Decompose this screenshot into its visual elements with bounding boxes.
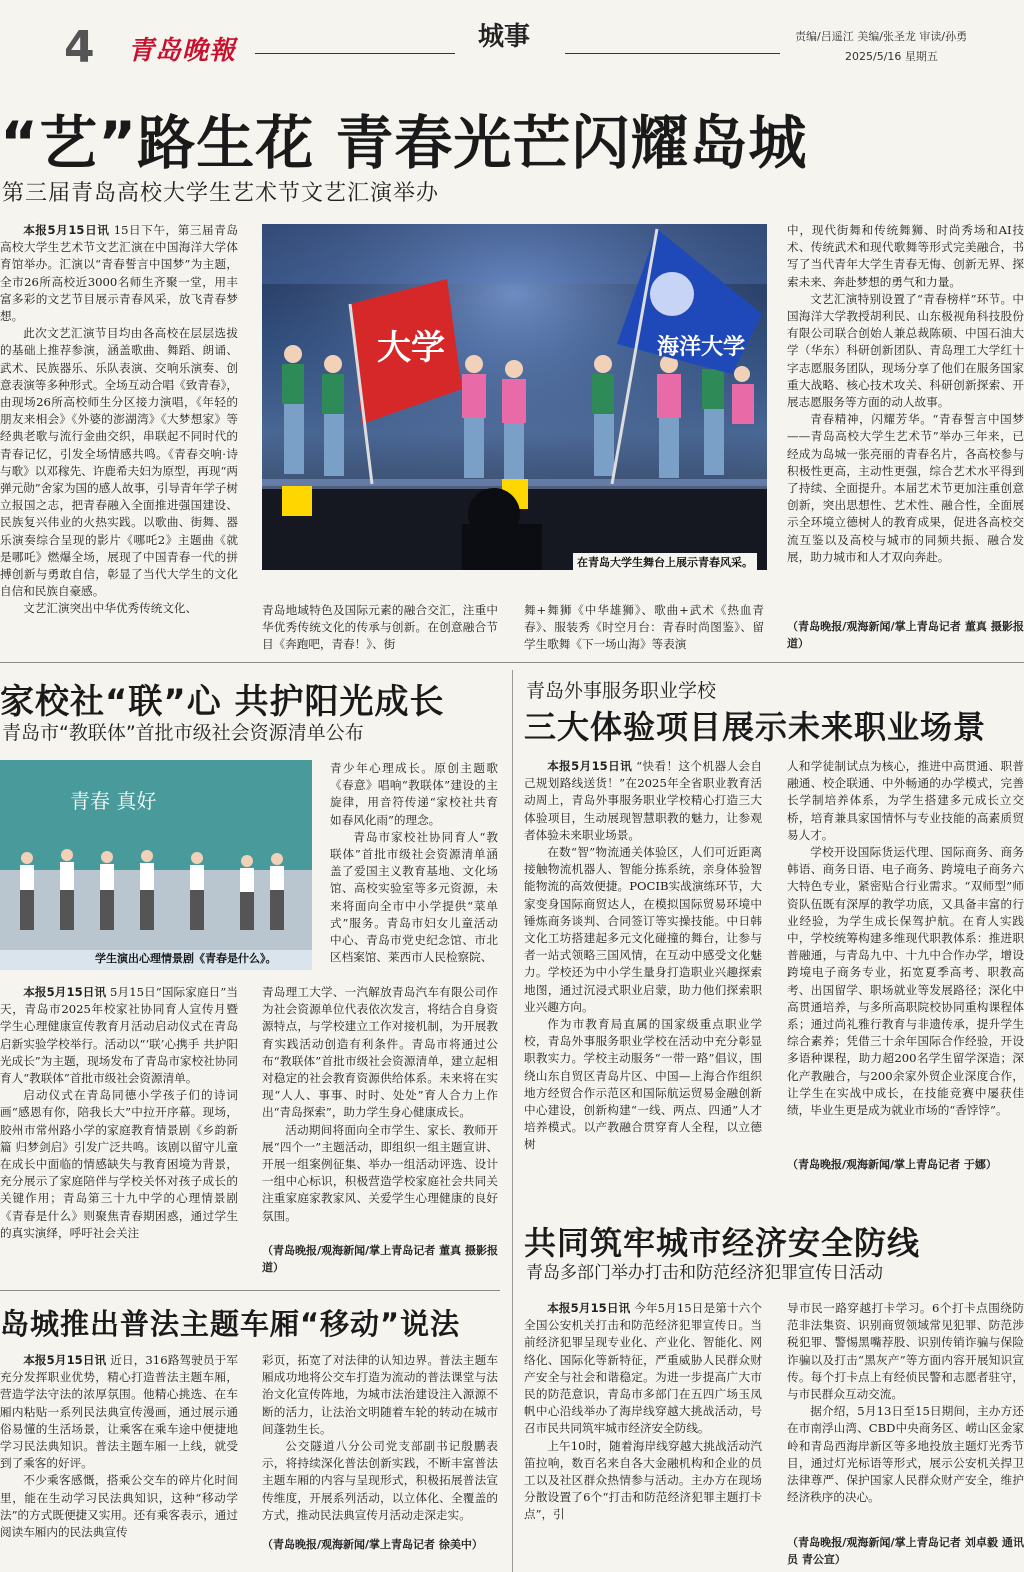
- article3-kicker: 青岛外事服务职业学校: [526, 680, 717, 702]
- article5-lead-tag: 本报5月15日讯: [23, 1353, 107, 1367]
- article2-photo: [0, 760, 312, 970]
- article4-col-right: [787, 1300, 1024, 1534]
- screen-text: 青春 真好: [70, 789, 157, 813]
- article1-credit: （青岛晚报/观海新闻/掌上青岛记者 董真 摄影报道）: [787, 620, 1024, 650]
- article4-left-p2: 上午10时，随着海岸线穿越大挑战活动汽笛拉响，数百名来自各大金融机构和企业的员工以及社区群众热情参与活动。主办方在现场分散设置了6个“打击和防范经济犯罪主题打卡点”，引: [524, 1438, 762, 1522]
- article1-photo-caption: 在青岛大学生舞台上展示青春风采。: [573, 553, 757, 570]
- article3-left-p3: 作为市教育局直属的国家级重点职业学校，青岛外事服务职业学校在活动中充分彰显职教实力。学校主动服务“一带一路”倡议，围绕山东自贸区青岛片区、中国—上海合作组织地方经贸合作示范区和国际航运贸易金融创新中心建设，创新构建“一线、两点、四通”人才培养模式。以产教融合贯穿育人全程，以立德树: [524, 1017, 762, 1152]
- article3-lead-tag: 本报5月15日讯: [547, 759, 633, 773]
- stage-scene-illustration: [262, 224, 767, 570]
- article1-col1-lead: 15日下午，第三届青岛高校大学生艺术节文艺汇演在中国海洋大学体育馆举办。汇演以“青春誓言中国梦”为主题，全市26所高校近3000名师生齐聚一堂，用丰富多彩的文艺节目展示青春风采，放飞青春梦想。: [0, 223, 238, 324]
- article2-subhead: 青岛市“教联体”首批市级社会资源清单公布: [2, 722, 364, 744]
- article2-photo-caption: 学生演出心理情景剧《青春是什么》。: [95, 952, 277, 965]
- article2-col-right-top: [330, 760, 498, 972]
- article5-col-left: [0, 1352, 238, 1572]
- article5-credit: （青岛晚报/观海新闻/掌上青岛记者 徐美中）: [262, 1538, 483, 1551]
- article4-right-p2: 据介绍，5月13日至15日期间，主办方还在市南浮山湾、CBD中央商务区、崂山区金家岭和青岛西海岸新区等多地投放主题灯光秀节目，通过灯光标语等形式，展示公安机关捍卫法律尊严、保护国家人民群众财产安全，维护经济秩序的决心。: [787, 1404, 1024, 1505]
- article1-col2: [262, 602, 498, 654]
- issue-date: 2025/5/16 星期五: [845, 50, 938, 63]
- article3-credit: （青岛晚报/观海新闻/掌上青岛记者 于娜）: [787, 1158, 997, 1171]
- divider-1: [0, 662, 1024, 663]
- masthead-rule-left: [255, 53, 455, 54]
- article1-photo: [262, 224, 767, 570]
- article1-headline: “艺”路生花 青春光芒闪耀岛城: [0, 109, 808, 177]
- article1-col1-p2: 此次文艺汇演节目均由各高校在层层选拔的基础上推荐参演，涵盖歌曲、舞蹈、朗诵、武术、民族器乐、乐队表演、交响乐演奏、创意表演等多种形式。全场互动合唱《致青春》，由现场26所高校师生分区接力演唱，《年轻的朋友来相会》《外婆的澎湖湾》《大梦想家》等经典老歌与流行金曲交织，串联起不同时代的青春记忆，引发全场情感共鸣。《青春交响·诗与歌》以邓稼先、许鹿希夫妇为原型，再现“两弹元勋”舍家为国的感人故事，引导青年学子树立报国之志，把青春融入全面推进强国建设、民族复兴伟业的火热实践。以歌曲、街舞、器乐演奏综合呈现的影片《哪吒2》主题曲《就是哪吒》燃爆全场，展现了中国青春一代的拼搏创新与勇敢自信，彰显了当代大学生的文化自信和民族自豪感。: [0, 326, 238, 599]
- article3-col-right: [787, 758, 1024, 1156]
- article3-right-p2: 学校开设国际货运代理、国际商务、商务韩语、商务日语、电子商务、跨境电子商务六大特色专业，紧密贴合行业需求。“双师型”师资队伍既有深厚的教学功底，又具备丰富的行业经验，为学生成长保驾护航。在育人实践中，学校统筹构建多维现代职教体系：推进职普融通，与青岛九中、十九中合作办学，增设跨境电子商务专业，拓宽夏季高考、职教高考、出国留学、职场就业等发展路径；深化中高贯通培养，与多所高职院校协同重构课程体系；通过尚礼雅行教育与非遗传承，提升学生综合素养；凭借三十余年国际合作经验，开设多语种课程，助力超200名学生留学深造；深化产教融合，与200余家外贸企业深度合作，让学生在实战中成长，在技能竞赛中屡获佳绩，毕业生更是成为就业市场的“香饽饽”。: [787, 845, 1024, 1118]
- article2-mid-p2: 活动期间将面向全市学生、家长、教师开展“四个一”主题活动，即组织一组主题宣讲、开展一组案例征集、举办一组活动评选、设计一组中心标识，积极营造学校家庭社会共同关注重家庭家教家风、关爱学生心理健康的良好氛围。: [262, 1122, 498, 1223]
- article2-mid-p1: 青岛理工大学、一汽解放青岛汽车有限公司作为社会资源单位代表依次发言，将结合自身资源特点，与学校建立工作对接机制，为开展教育实践活动创造有利条件。青岛市将通过公布“教联体”首批市级社会资源清单，建立起相对稳定的社会教育资源供给体系。未来将在实现“人人、事事、时时、处处”育人合力上作出“青岛探索”，助力学生身心健康成长。: [262, 985, 498, 1120]
- article3-right-p1: 人和学徒制试点为核心，推进中高贯通、职普融通、校企联通、中外畅通的办学模式，完善长学制培养体系，为学生搭建多元成长立交桥，培育兼具家国情怀与专业技能的高素质贸易人才。: [787, 759, 1024, 842]
- article3-left-p2: 在数“智”物流通关体验区，人们可近距离接触物流机器人、智能分拣系统，亲身体验智能物流的高效便捷。POCIB实战演练环节，大家变身国际商贸达人，在模拟国际贸易环境中锤炼商务谈判、合同签订等实操技能。中日韩文化工坊搭建起多元文化碰撞的舞台，让参与者一站式领略三国风情，在互动中感受文化魅力。学校还为中小学生量身打造职业兴趣探索地图，通过沉浸式职业启蒙，助力他们探索职业兴趣方向。: [524, 845, 762, 1014]
- article5-left-lead: 近日，316路驾驶员于军充分发挥职业优势，精心打造普法主题车厢，营造学法守法的浓厚氛围。他精心挑选、在车厢内粘贴一系列民法典宣传漫画，通过展示通俗易懂的生活场景，让乘客在乘车途中便捷地学习民法典知识。普法主题车厢一上线，就受到了乘客的好评。: [0, 1353, 238, 1471]
- article2-right-top-p1: 青少年心理成长。原创主题歌《春意》唱响“教联体”建设的主旋律，用音符传递“家校社共育如春风化雨”的理念。: [330, 761, 498, 827]
- divider-vertical: [512, 670, 513, 1572]
- article1-col1: [0, 222, 238, 654]
- classroom-stage-illustration: [0, 760, 312, 950]
- divider-2: [0, 1290, 500, 1291]
- section-title: 城事: [478, 22, 531, 52]
- article2-left-lead: 5月15日“国际家庭日”当天，青岛市2025年校家社协同育人宣传月暨学生心理健康宣传教育月活动启动仪式在青岛启新实验学校举行。活动以“‘联’心携手 共护阳光成长”为主题，现场发布了青岛市家校社协同育人“教联体”首批市级社会资源清单。: [0, 985, 238, 1086]
- article1-col4-p1: 中，现代街舞和传统舞狮、时尚秀场和AI技术、传统武术和现代歌舞等形式完美融合，书写了当代青年大学生青春无悔、创新无界、探索未来、奔赴梦想的勇气和力量。: [787, 223, 1024, 289]
- article5-right-p2: 公交隧道八分公司党支部副书记殷鹏表示，将持续深化普法创新实践，不断丰富普法主题车厢的内容与呈现形式，积极拓展普法宣传维度，开展系列活动，以立体化、全覆盖的方式，推动民法典宣传月活动走深走实。: [262, 1439, 498, 1522]
- article1-lead-tag: 本报5月15日讯: [23, 223, 110, 237]
- article2-left-p2: 启动仪式在青岛同德小学孩子们的诗词画“感恩有你，陪我长大”中拉开序幕。现场，胶州市常州路小学的家庭教育情景剧《乡韵新篇 归梦剑启》引发广泛共鸣。该剧以留守儿童在成长中面临的情感缺失与教育困境为背景，充分展示了家庭陪伴与学校关怀对孩子成长的关键作用；青岛第三十九中学的心理情景剧《青春是什么》则聚焦青春期困惑，通过学生的真实演绎，呼吁社会关注: [0, 1088, 238, 1240]
- article2-right-top-p2: 青岛市家校社协同育人“教联体”首批市级社会资源清单涵盖了爱国主义教育基地、文化场馆、高校实验室等多元资源，未来将面向全市中小学提供“菜单式”服务。青岛市妇女儿童活动中心、青岛市党史纪念馆、市北区档案馆、莱西市人民检察院、: [330, 829, 498, 965]
- article2-headline: 家校社“联”心 共护阳光成长: [0, 682, 445, 722]
- paper-name-logo: 青岛晚報: [128, 36, 237, 66]
- masthead-rule-right: [565, 53, 780, 54]
- article4-subhead: 青岛多部门举办打击和防范经济犯罪宣传日活动: [526, 1263, 883, 1283]
- article4-lead-tag: 本报5月15日讯: [547, 1301, 631, 1315]
- article4-right-p1: 导市民一路穿越打卡学习。6个打卡点围绕防范非法集资、识别商贸领域常见犯罪、防范涉税犯罪、警惕黑嘴荐股、识别传销诈骗与保险诈骗以及打击“黑灰产”等方面内容开展知识宣传。每个打卡点上有经侦民警和志愿者驻守，与市民群众互动交流。: [787, 1301, 1024, 1402]
- editor-line: 责编/吕遥江 美编/张圣龙 审读/孙勇: [795, 30, 968, 43]
- article2-col-mid: [262, 984, 498, 1240]
- article4-left-lead: 今年5月15日是第十六个全国公安机关打击和防范经济犯罪宣传日。当前经济犯罪呈现专业化、产业化、智能化、网络化、国际化等新特征，严重威胁人民群众财产安全与社会和谐稳定。为进一步提高广大市民的防范意识，青岛市多部门在五四广场玉凤帆中心沿线举办了海岸线穿越大挑战活动，号召市民共同筑牢城市经济安全防线。: [524, 1301, 762, 1436]
- article2-col-left: [0, 984, 238, 1278]
- article4-col-left: [524, 1300, 762, 1572]
- article1-col2-text: 青岛地域特色及国际元素的融合交汇，注重中华优秀传统文化的传承与创新。在创意融合节目《奔跑吧，青春！》、街: [262, 603, 498, 652]
- blue-flag-text: 海洋大学: [657, 334, 746, 360]
- article4-credit: （青岛晚报/观海新闻/掌上青岛记者 刘卓毅 通讯员 青公宣）: [787, 1536, 1024, 1566]
- article1-col1-p3: 文艺汇演突出中华优秀传统文化、: [23, 601, 198, 616]
- article1-col3-text: 舞+舞狮《中华雄狮》、歌曲+武术《热血青春》、服装秀《时空月台：青春时尚图鉴》、留学生歌舞《下一场山海》等表演: [524, 603, 764, 652]
- red-flag-text: 大学: [377, 328, 445, 368]
- article2-lead-tag: 本报5月15日讯: [23, 985, 107, 999]
- article4-headline: 共同筑牢城市经济安全防线: [524, 1224, 921, 1262]
- article1-col4-p2: 文艺汇演特别设置了“青春榜样”环节。中国海洋大学教授胡利民、山东极视角科技股份有限公司联合创始人兼总裁陈硕、中国石油大学（华东）科研创新团队、青岛理工大学红十字志愿服务团队，现场分享了他们在服务国家重大战略、核心技术攻关、科研创新探索、开展志愿服务等方面的动人故事。: [787, 291, 1024, 410]
- article5-left-p2: 不少乘客感慨，搭乘公交车的碎片化时间里，能在生动学习民法典知识，这种“移动学法”的方式既便捷又实用。还有乘客表示，通过阅读车厢内的民法典宣传: [0, 1473, 238, 1540]
- article5-right-p1: 彩页，拓宽了对法律的认知边界。普法主题车厢成功地将公交车打造为流动的普法课堂与法治文化宣传阵地，为城市法治建设注入源源不断的活力，让法治文明随着车轮的转动在城市间蓬勃生长。: [262, 1353, 498, 1436]
- page-number: 4: [64, 22, 95, 73]
- article2-credit: （青岛晚报/观海新闻/掌上青岛记者 董真 摄影报道）: [262, 1244, 498, 1274]
- article1-col4-p3: 青春精神，闪耀芳华。“青春誓言中国梦——青岛高校大学生艺术节”举办三年来，已经成为岛城一张亮丽的青春名片，各高校参与积极性更高，主动性更强，综合艺术水平得到了持续、全面提升。本届艺术节更加注重创意创新，突出思想性、艺术性、融合性，全面展示全环境立德树人的教育成果，促进各高校交流互鉴以及高校与城市的同频共振、融合发展，助力城市和人才双向奔赴。: [787, 412, 1024, 564]
- article1-col3: [524, 602, 764, 654]
- article3-headline: 三大体验项目展示未来职业场景: [524, 708, 987, 746]
- article1-col4: [787, 222, 1024, 614]
- article3-col-left: [524, 758, 762, 1190]
- article3-left-lead: “快看！这个机器人会自己规划路线送货！”在2025年全省职业教育活动周上，青岛外事服务职业学校精心打造三大体验项目，生动展现智慧职教的魅力，让参观者体验未来职业场景。: [524, 759, 762, 842]
- article1-subhead: 第三届青岛高校大学生艺术节文艺汇演举办: [2, 181, 440, 206]
- article5-headline: 岛城推出普法主题车厢“移动”说法: [0, 1307, 461, 1341]
- article5-col-right: [262, 1352, 498, 1536]
